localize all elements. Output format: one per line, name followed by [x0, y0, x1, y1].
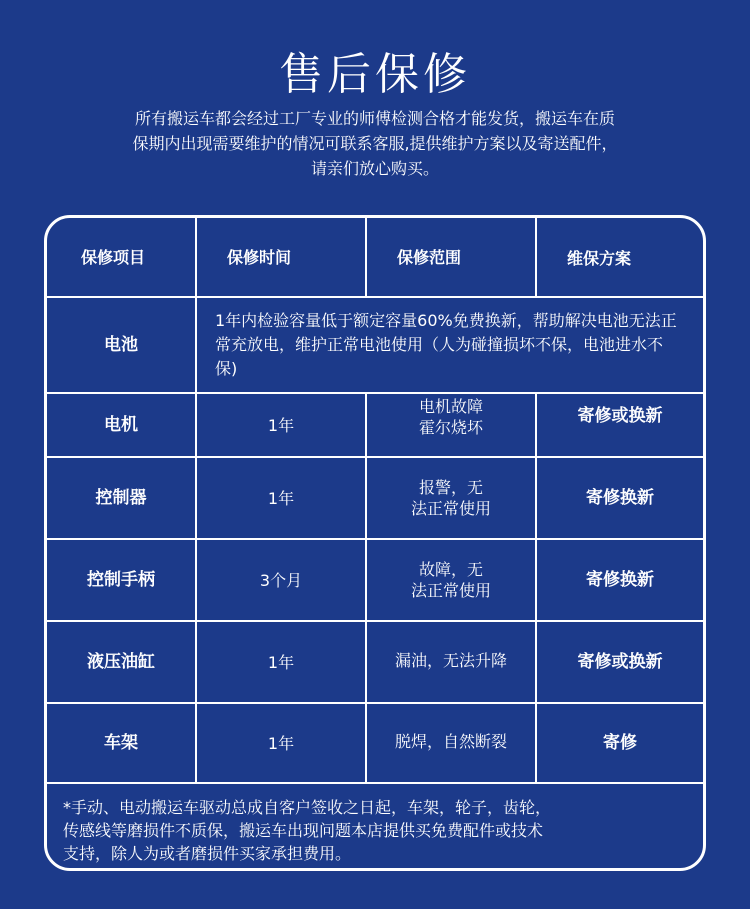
row-scope	[367, 704, 537, 784]
row-name: 控制器	[47, 458, 197, 540]
row-name: 电机	[47, 394, 197, 458]
scope-line: 报警，无	[418, 478, 483, 497]
row-name: 控制手柄	[47, 540, 197, 622]
intro-line: 请亲们放心购买。	[310, 159, 439, 178]
scope-line: 漏油，无法升降	[394, 651, 507, 670]
row-plan: 寄修换新	[537, 458, 703, 540]
scope-line: 故障，无	[418, 560, 483, 579]
header-scope: 保修范围	[367, 218, 537, 298]
warranty-note	[63, 796, 691, 865]
row-name: 车架	[47, 704, 197, 784]
note-line: 支持，除人为或者磨损件买家承担费用。	[63, 844, 352, 863]
row-scope	[367, 622, 537, 704]
warranty-table	[47, 218, 703, 784]
header-period: 保修时间	[197, 218, 367, 298]
row-scope	[367, 540, 537, 622]
note-line: *手动、电动搬运车驱动总成自客户签收之日起，车架，轮子，齿轮，	[63, 798, 552, 817]
intro-line: 保期内出现需要维护的情况可联系客服,提供维护方案以及寄送配件，	[132, 134, 618, 153]
row-battery-name: 电池	[47, 298, 197, 394]
row-plan: 寄修	[537, 704, 703, 784]
note-line: 传感线等磨损件不质保，搬运车出现问题本店提供买免费配件或技术	[63, 821, 544, 840]
scope-line: 电机故障	[418, 397, 483, 416]
row-plan: 寄修或换新	[537, 622, 703, 704]
row-period: 1年	[197, 704, 367, 784]
scope-line: 法正常使用	[410, 499, 491, 518]
row-period: 1年	[197, 458, 367, 540]
scope-line: 法正常使用	[410, 581, 491, 600]
row-battery-desc: 1年内检验容量低于额定容量60%免费换新，帮助解决电池无法正常充放电，维护正常电池使用（人为碰撞损坏不保，电池进水不保)	[197, 298, 703, 394]
row-period: 1年	[197, 622, 367, 704]
page-title: 售后保修	[279, 49, 471, 100]
intro-text	[60, 106, 690, 181]
row-period: 1年	[197, 394, 367, 458]
row-plan: 寄修换新	[537, 540, 703, 622]
row-name: 液压油缸	[47, 622, 197, 704]
header-item: 保修项目	[47, 218, 197, 298]
row-plan: 寄修或换新	[537, 394, 703, 458]
row-period: 3个月	[197, 540, 367, 622]
intro-line: 所有搬运车都会经过工厂专业的师傅检测合格才能发货，搬运车在质	[134, 109, 615, 128]
scope-line: 脱焊，自然断裂	[394, 732, 507, 751]
warranty-table-frame	[44, 215, 706, 871]
header-plan: 维保方案	[537, 218, 703, 298]
row-scope	[367, 458, 537, 540]
scope-line: 霍尔烧坏	[418, 418, 483, 437]
row-scope	[367, 394, 537, 458]
